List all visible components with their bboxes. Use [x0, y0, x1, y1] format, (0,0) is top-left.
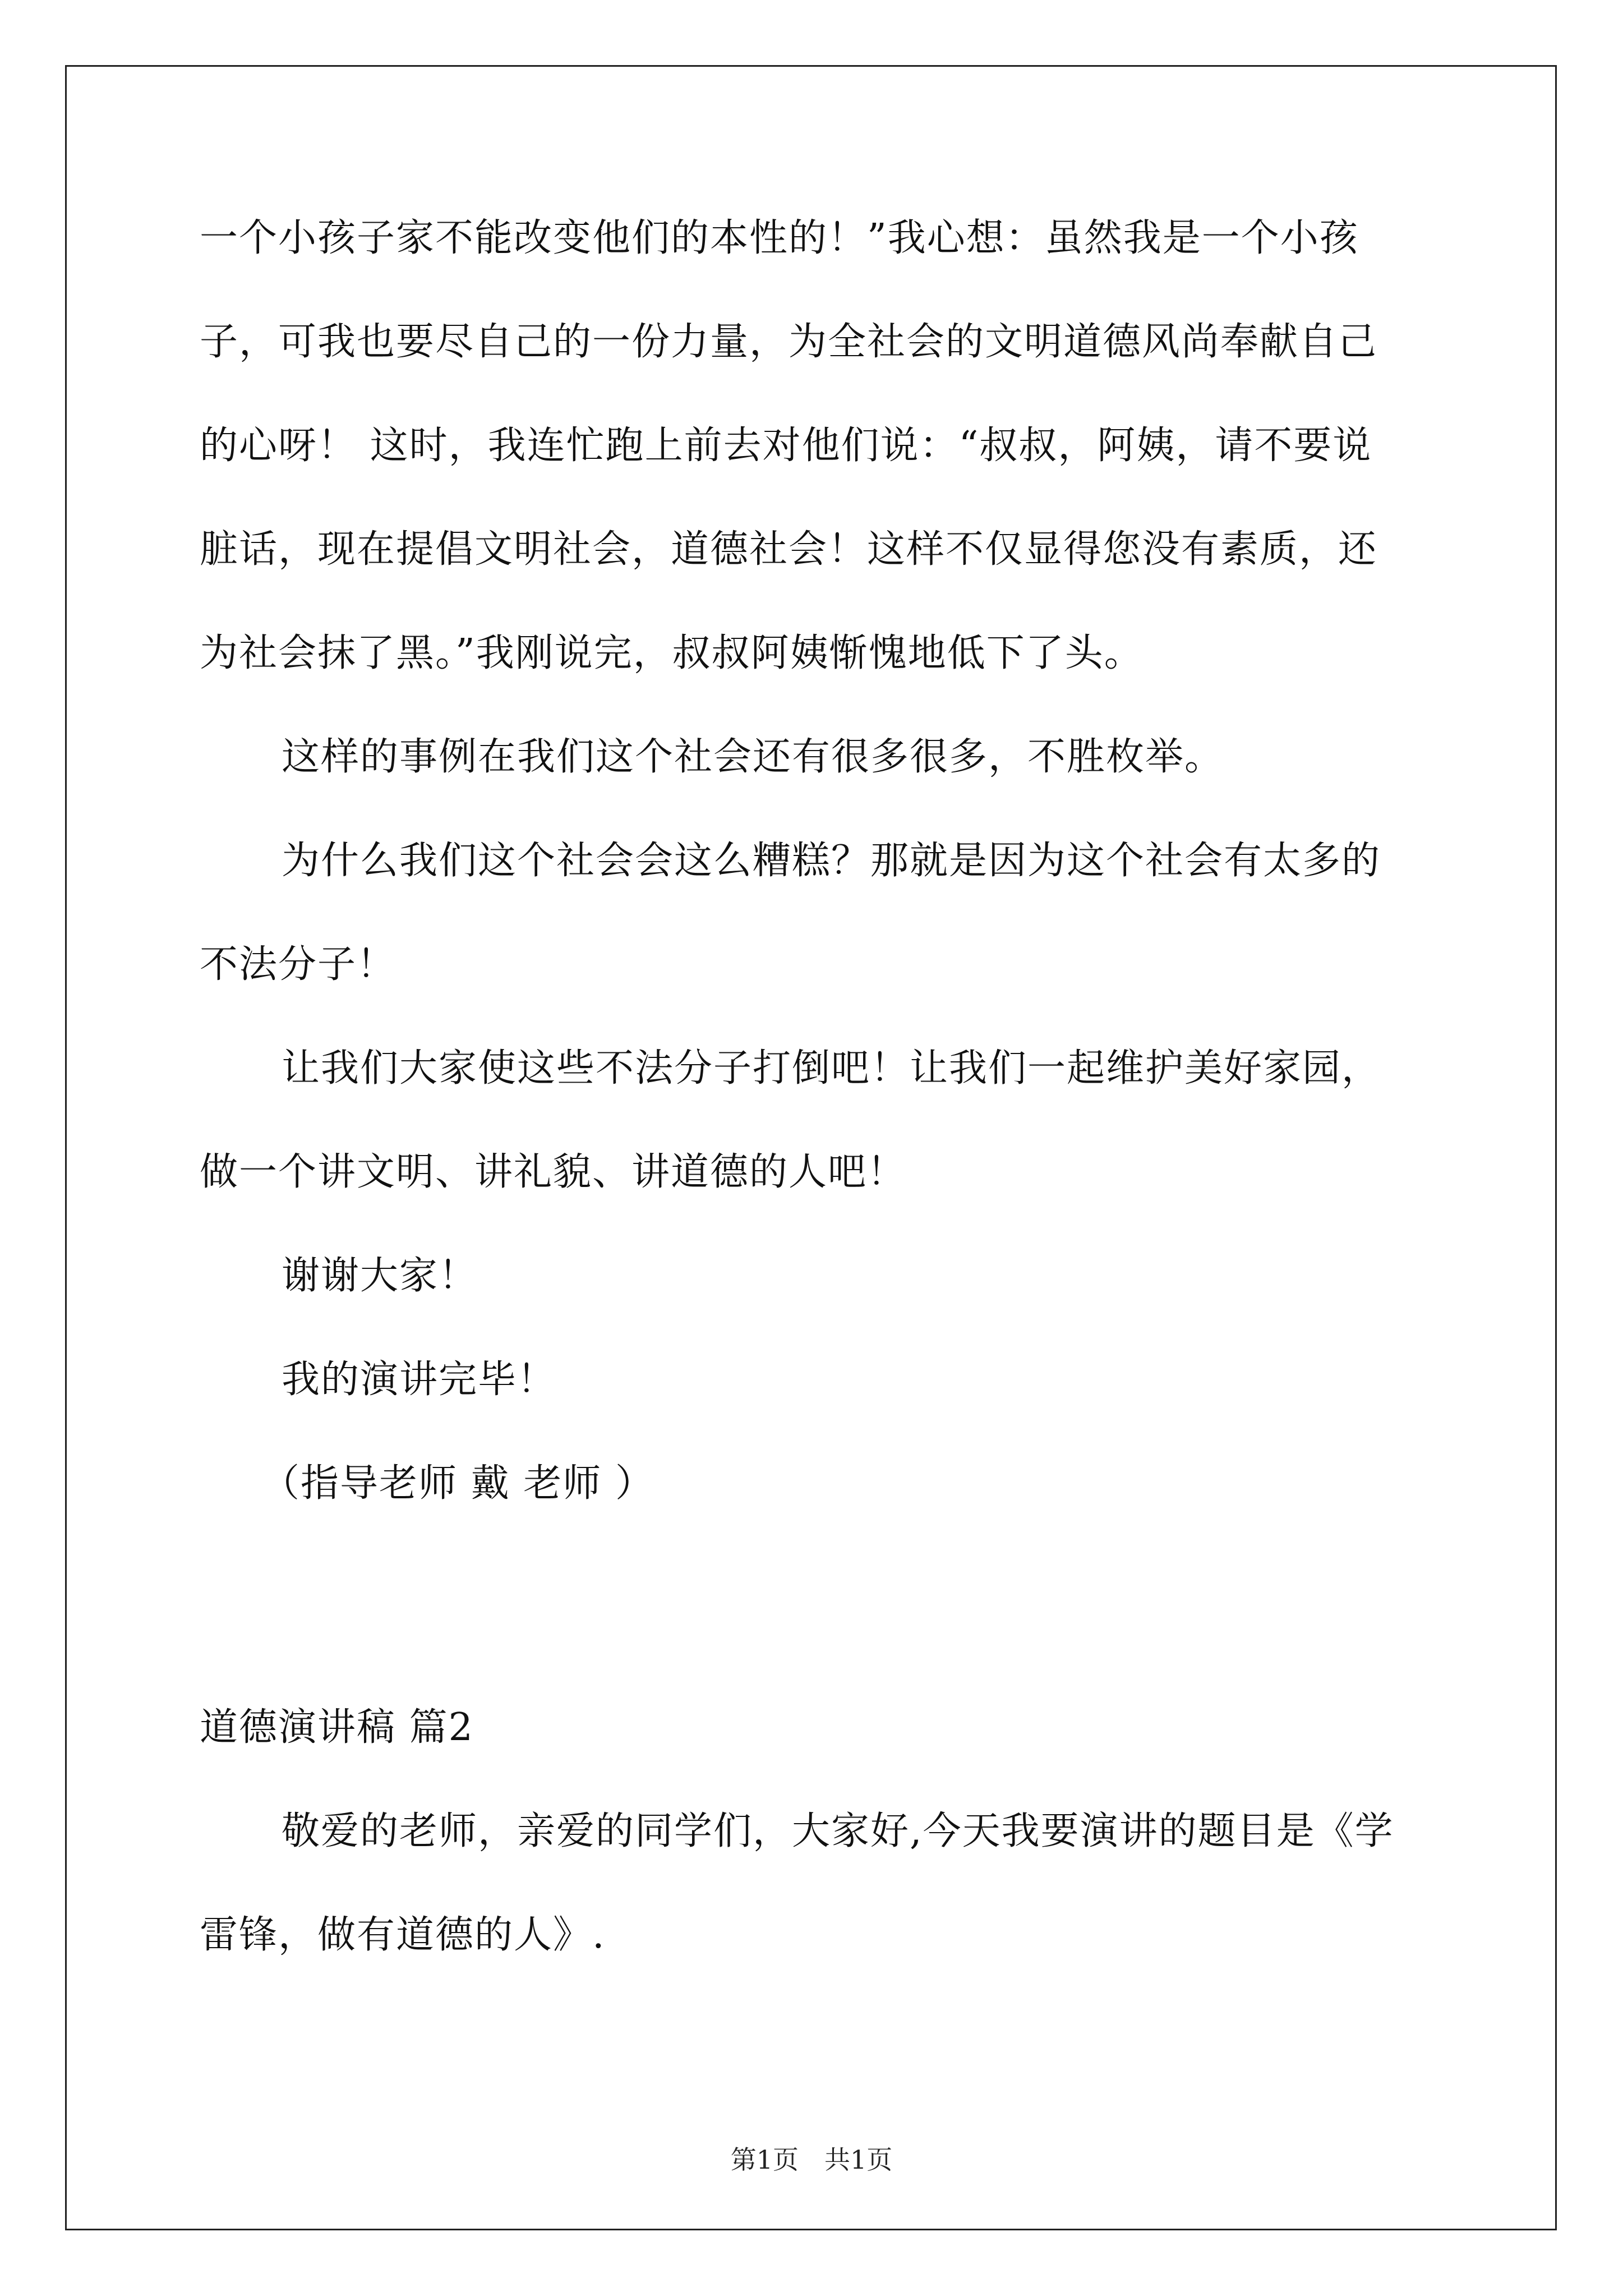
paragraph-line: 谢谢大家！ [282, 1254, 478, 1298]
page-border [65, 65, 1557, 2230]
paragraph-line: 让我们大家使这些不法分子打倒吧！让我们一起维护美好家园， [282, 1046, 1381, 1091]
paragraph-line: 我的演讲完毕！ [282, 1358, 557, 1402]
paragraph-line: 不法分子！ [200, 942, 396, 987]
paragraph-line: 一个小孩子家不能改变他们的本性的！”我心想：虽然我是一个小孩 [200, 216, 1359, 260]
page-footer: 第1页 共1页 [730, 2145, 893, 2175]
paragraph-line: 敬爱的老师，亲爱的同学们，大家好,今天我要演讲的题目是《学 [282, 1809, 1394, 1853]
paragraph-line: 做一个讲文明、讲礼貌、讲道德的人吧！ [200, 1150, 907, 1194]
section-heading: 道德演讲稿 篇2 [200, 1705, 474, 1750]
paragraph-line: 为什么我们这个社会会这么糟糕？那就是因为这个社会有太多的 [282, 839, 1381, 883]
paragraph-line: 子，可我也要尽自己的一份力量，为全社会的文明道德风尚奉献自己 [200, 320, 1378, 364]
paragraph-line: 这样的事例在我们这个社会还有很多很多，不胜枚举。 [282, 735, 1224, 779]
paragraph-line: 为社会抹了黑。”我刚说完，叔叔阿姨惭愧地低下了头。 [200, 631, 1144, 675]
advisor-note: （指导老师 戴 老师 ） [261, 1461, 654, 1506]
paragraph-line: 脏话，现在提倡文明社会，道德社会！这样不仅显得您没有素质，还 [200, 527, 1378, 572]
paragraph-line: 的心呀！ 这时，我连忙跑上前去对他们说：“叔叔，阿姨，请不要说 [200, 424, 1372, 468]
paragraph-line: 雷锋，做有道德的人》. [200, 1913, 606, 1957]
